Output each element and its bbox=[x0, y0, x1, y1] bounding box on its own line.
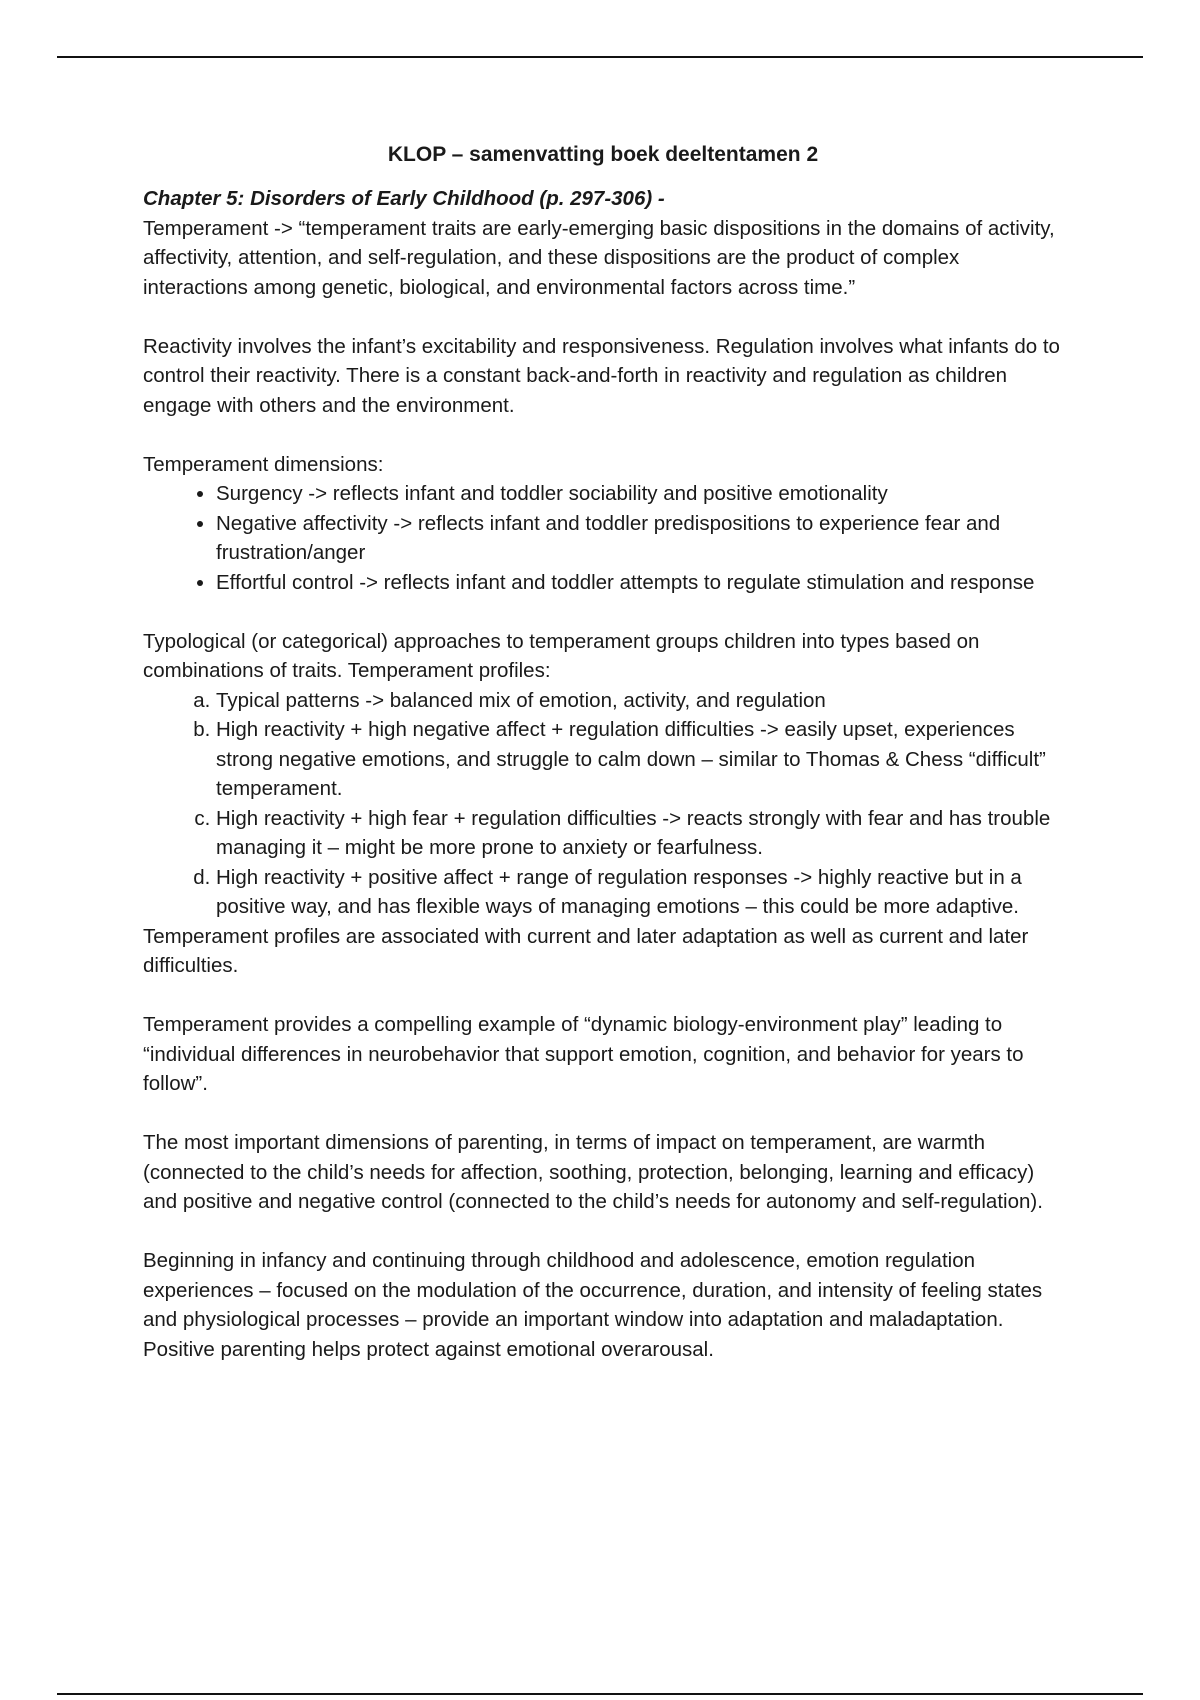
profiles-list bbox=[143, 686, 1063, 922]
list-item: b. High reactivity + high negative affect + regulation difficulties -> easily upset, experiences strong negative emotions, and struggle to calm down – similar to Thomas & Chess “difficult” temperament. bbox=[216, 715, 1063, 804]
paragraph-dynamic-play: Temperament provides a compelling example of “dynamic biology-environment play” leading to “individual differences in neurobehavior that support emotion, cognition, and behavior for years to follow”. bbox=[143, 1013, 1024, 1095]
list-item: a. Typical patterns -> balanced mix of emotion, activity, and regulation bbox=[216, 686, 1063, 716]
dimensions-intro: Temperament dimensions: bbox=[143, 452, 384, 476]
list-item: • Effortful control -> reflects infant and toddler attempts to regulate stimulation and response bbox=[216, 568, 1063, 598]
dimensions-list bbox=[143, 479, 1063, 597]
document-page bbox=[143, 140, 1063, 1394]
list-item: • Negative affectivity -> reflects infant and toddler predispositions to experience fear and frustration/anger bbox=[216, 509, 1063, 568]
paragraph-reactivity: Reactivity involves the infant’s excitability and responsiveness. Regulation involves what infants do to control their reactivity. There is a constant back-and-forth in reactivity and regulation as children engage with others and the environment. bbox=[143, 334, 1060, 417]
paragraph-emotion-regulation: Beginning in infancy and continuing through childhood and adolescence, emotion regulation experiences – focused on the modulation of the occurrence, duration, and intensity of feeling states and physiological processes – provide an important window into adaptation and maladaptation. Positive parenting helps protect against emotional overarousal. bbox=[143, 1249, 1043, 1361]
paragraph-profiles-association: Temperament profiles are associated with current and later adaptation as well as current and later difficulties. bbox=[143, 924, 1029, 977]
list-item: c. High reactivity + high fear + regulation difficulties -> reacts strongly with fear and has trouble managing it – might be more prone to anxiety or fearfulness. bbox=[216, 804, 1063, 863]
bottom-divider bbox=[57, 1693, 1143, 1695]
paragraph-parenting: The most important dimensions of parenting, in terms of impact on temperament, are warmth (connected to the child’s needs for affection, soothing, protection, belonging, learning and efficacy) and positive and negative control (connected to the child’s needs for autonomy and self-regulation). bbox=[143, 1131, 1043, 1213]
chapter-heading: Chapter 5: Disorders of Early Childhood (p. 297-306) - bbox=[143, 187, 665, 210]
list-item: d. High reactivity + positive affect + range of regulation responses -> highly reactive but in a positive way, and has flexible ways of managing emotions – this could be more adaptive. bbox=[216, 863, 1063, 922]
paragraph-temperament-definition: Temperament -> “temperament traits are early-emerging basic dispositions in the domains of activity, affectivity, attention, and self-regulation, and these dispositions are the product of complex interactions among genetic, biological, and environmental factors across time.” bbox=[143, 216, 1055, 299]
profiles-intro: Typological (or categorical) approaches to temperament groups children into types based on combinations of traits. Temperament profiles: bbox=[143, 629, 980, 682]
list-item: • Surgency -> reflects infant and toddler sociability and positive emotionality bbox=[216, 479, 1063, 509]
document-title: KLOP – samenvatting boek deeltentamen 2 bbox=[387, 143, 819, 166]
top-divider bbox=[57, 56, 1143, 58]
